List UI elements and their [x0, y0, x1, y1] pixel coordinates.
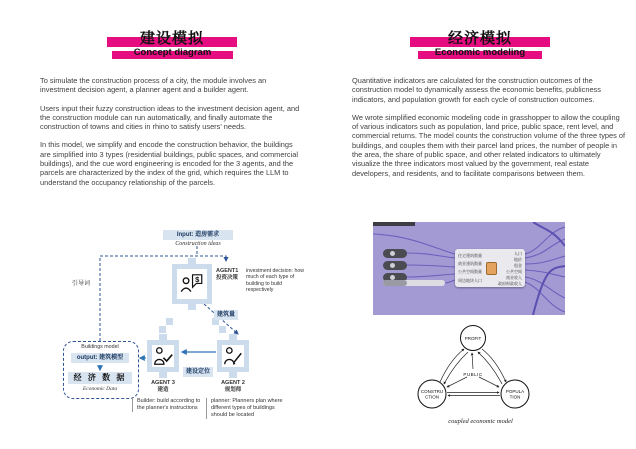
- left-paragraph-1: To simulate the construction process of a city, the module involves an investment decision agent, a planner agent and a builder agent.: [40, 76, 267, 95]
- gh-output-label: 地价: [514, 257, 522, 262]
- input-label: Input: 造房需求: [163, 230, 233, 240]
- positioning-label: 建设定位: [183, 367, 213, 377]
- construction-label-line1: CONSTRU: [420, 389, 444, 394]
- output-model-label: output: 建筑模型: [71, 353, 129, 363]
- agent1-frame: [172, 264, 212, 304]
- gh-input-label: 公共空间数量: [458, 269, 482, 274]
- economic-data-zh: 经 济 数 据: [68, 372, 132, 384]
- agent3-label-line1: AGENT 3: [151, 380, 175, 386]
- agent3-label: [145, 380, 181, 394]
- agent1-name-line1: AGENT1: [216, 268, 239, 274]
- right-title-en: Economic modeling: [434, 47, 526, 58]
- gh-output-label: 租金: [514, 263, 522, 268]
- gh-slider: [383, 280, 445, 286]
- left-paragraph-2: Users input their fuzzy construction ideas to the investment decision agent, and the construction module can run automatically, and finally automate the construction of towns and cities in rhino to satisfy users' needs.: [40, 103, 300, 132]
- gh-output-label: 政府财政收入: [498, 281, 522, 286]
- population-label-line1: POPULA: [505, 389, 525, 394]
- right-paragraph-2: We wrote simplified economic modeling code in grasshopper to allow the coupling of various indicators such as population, land price, public space, rent level, and commercial returns. The model counts the construction volume of the three types of buildings, and couples them with their parcel land prices, the number of people in the area, the share of public space, and other related indicators to ultimately visualize the three indicators most valued by the government, real estate developers, and residents, and to facilitate comparisons between them.: [352, 112, 626, 178]
- profit-label: PROFIT: [464, 336, 482, 341]
- agent2-label: [215, 380, 251, 394]
- gh-input-label: 商业建筑数量: [458, 261, 482, 266]
- building-volume-label: 建筑量: [214, 310, 238, 320]
- grasshopper-screenshot: [373, 222, 565, 315]
- agent1-name-line2: 投资决策: [216, 275, 239, 281]
- left-title-en: Concept diagram: [133, 47, 212, 58]
- svg-text:$: $: [195, 274, 200, 284]
- builder-caption: Builder: build according to the planner's instructions: [132, 398, 201, 412]
- right-text-column: [352, 76, 626, 187]
- builder-agent-icon: [152, 345, 174, 367]
- gh-input-node: [383, 261, 407, 270]
- planner-caption: planner: Planners plan where different types of buildings should be located: [206, 398, 283, 419]
- coupled-economic-model-diagram: [398, 320, 563, 420]
- gh-script-icon: [486, 262, 497, 275]
- gh-dark-strip: [373, 222, 415, 226]
- planner-agent-icon: [222, 345, 244, 367]
- public-center-label: PUBLIC: [463, 372, 483, 377]
- investor-agent-icon: [179, 271, 205, 297]
- guide-words-label: 引导词: [72, 281, 91, 287]
- agent3-frame: [147, 340, 179, 372]
- pixel-decoration: [219, 326, 226, 333]
- agent1-name: [216, 268, 244, 282]
- population-label-line2: TION: [509, 394, 521, 400]
- construction-label-line2: CTION: [425, 394, 439, 400]
- economic-data-en: Economic Data: [82, 386, 118, 392]
- buildings-model-label: Buildings model: [81, 344, 119, 350]
- input-sublabel: Construction ideas: [175, 241, 221, 247]
- agent1-description: investment decision: how much of each type of building to build respectively: [246, 268, 304, 293]
- triangle-caption: coupled economic model: [448, 418, 513, 425]
- pixel-decoration: [166, 318, 173, 325]
- pixel-decoration: [159, 326, 166, 333]
- agent2-label-line2: 规划师: [224, 387, 242, 393]
- gh-output-label: 商业收入: [506, 275, 522, 280]
- left-text-column: [40, 76, 302, 196]
- right-paragraph-1: Quantitative indicators are calculated for the construction outcomes of the construction model to dynamically assess the economic benefits, publicness indicators, and population growth for each cycle of construction outcomes.: [352, 76, 601, 104]
- left-title-zh: 建设模拟: [139, 30, 204, 47]
- agent2-frame: [217, 340, 249, 372]
- gh-input-node: [383, 249, 407, 258]
- gh-input-label: 住宅建筑数量: [458, 253, 482, 258]
- gh-output-label: 人口: [514, 251, 522, 256]
- right-title-zh: 经济模拟: [447, 30, 512, 47]
- gh-input-label: 周边地块人口: [458, 278, 482, 283]
- agent2-label-line1: AGENT 2: [221, 380, 245, 386]
- gh-output-label: 公共空间: [506, 269, 522, 274]
- agent3-label-line2: 建造: [157, 387, 169, 393]
- left-paragraph-3: In this model, we simplify and encode the construction behavior, the buildings are simplified into 3 types (residential buildings, public spaces, and commercial buildings), and the cue word engineering is encoded for the 3 agents, and the parcels are characterized by the index of the grid, which requires the LLM to understand the occupancy relationship of the parcels.: [40, 140, 298, 187]
